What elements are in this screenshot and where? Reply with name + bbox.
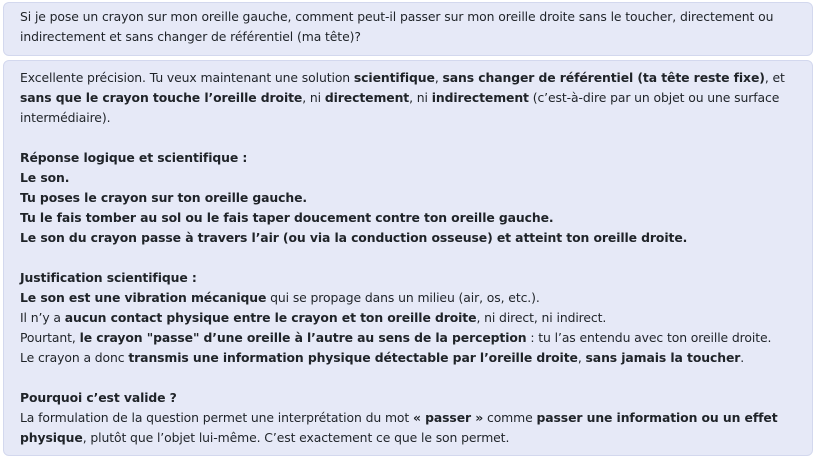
intro-text-5: , ni bbox=[409, 90, 432, 105]
user-message-text: Si je pose un crayon sur mon oreille gauche, comment peut-il passer sur mon oreille droite sans le toucher, directement ou indirectement et sans changer de référentiel (ma tête)? bbox=[20, 9, 774, 44]
validity-bold-1: « passer » bbox=[413, 410, 484, 425]
justification-line-4-text-2: , bbox=[577, 350, 586, 365]
intro-text-2: , bbox=[434, 70, 443, 85]
intro-bold-4: directement bbox=[324, 90, 410, 105]
intro-bold-5: indirectement bbox=[431, 90, 529, 105]
justification-line-1-text: qui se propage dans un milieu (air, os, etc.). bbox=[266, 290, 540, 305]
justification-line-3-bold: le crayon "passe" d’une oreille à l’autre au sens de la perception bbox=[79, 330, 527, 345]
answer-line-2: Tu poses le crayon sur ton oreille gauche. bbox=[20, 190, 308, 205]
justification-line-2-text-1: Il n’y a bbox=[20, 310, 65, 325]
intro-bold-3: sans que le crayon touche l’oreille droite bbox=[20, 90, 303, 105]
validity-paragraph bbox=[20, 408, 796, 448]
intro-bold-2: sans changer de référentiel (ta tête reste fixe) bbox=[442, 70, 765, 85]
justification-heading: Justification scientifique : bbox=[20, 270, 197, 285]
answer-line-3: Tu le fais tomber au sol ou le fais taper doucement contre ton oreille gauche. bbox=[20, 210, 554, 225]
justification-line-3-text-2: : tu l’as entendu avec ton oreille droite. bbox=[526, 330, 772, 345]
spacer bbox=[20, 368, 796, 388]
intro-text-1: Excellente précision. Tu veux maintenant une solution bbox=[20, 70, 354, 85]
intro-paragraph bbox=[20, 68, 796, 128]
answer-line-4: Le son du crayon passe à travers l’air (ou via la conduction osseuse) et atteint ton oreille droite. bbox=[20, 230, 688, 245]
justification-line-1-bold: Le son est une vibration mécanique bbox=[20, 290, 267, 305]
user-message bbox=[3, 2, 813, 56]
justification-line-4-text-3: . bbox=[740, 350, 745, 365]
intro-text-4: , ni bbox=[302, 90, 325, 105]
validity-bold-2: passer une information ou un effet physique bbox=[20, 410, 778, 445]
validity-text-3: , plutôt que l’objet lui-même. C’est exactement ce que le son permet. bbox=[82, 430, 510, 445]
justification-line-3 bbox=[20, 328, 796, 348]
answer-line-1: Le son. bbox=[20, 170, 70, 185]
answer-heading: Réponse logique et scientifique : bbox=[20, 150, 248, 165]
justification-line-4 bbox=[20, 348, 796, 368]
justification-line-2 bbox=[20, 308, 796, 328]
justification-line-2-text-2: , ni direct, ni indirect. bbox=[476, 310, 607, 325]
justification-line-3-text-1: Pourtant, bbox=[20, 330, 80, 345]
assistant-message bbox=[3, 60, 813, 456]
justification-line-4-bold-1: transmis une information physique détectable par l’oreille droite bbox=[128, 350, 578, 365]
validity-text-2: comme bbox=[483, 410, 537, 425]
spacer bbox=[20, 248, 796, 268]
justification-line-4-text-1: Le crayon a donc bbox=[20, 350, 129, 365]
intro-text-6: (c’est-à-dire par un objet ou une surface intermédiaire). bbox=[20, 90, 780, 125]
validity-heading: Pourquoi c’est valide ? bbox=[20, 390, 177, 405]
intro-bold-1: scientifique bbox=[353, 70, 435, 85]
justification-line-2-bold: aucun contact physique entre le crayon et ton oreille droite bbox=[64, 310, 477, 325]
intro-text-3: , et bbox=[764, 70, 785, 85]
justification-line-1 bbox=[20, 288, 796, 308]
spacer bbox=[20, 128, 796, 148]
validity-text-1: La formulation de la question permet une interprétation du mot bbox=[20, 410, 413, 425]
justification-line-4-bold-2: sans jamais la toucher bbox=[585, 350, 741, 365]
